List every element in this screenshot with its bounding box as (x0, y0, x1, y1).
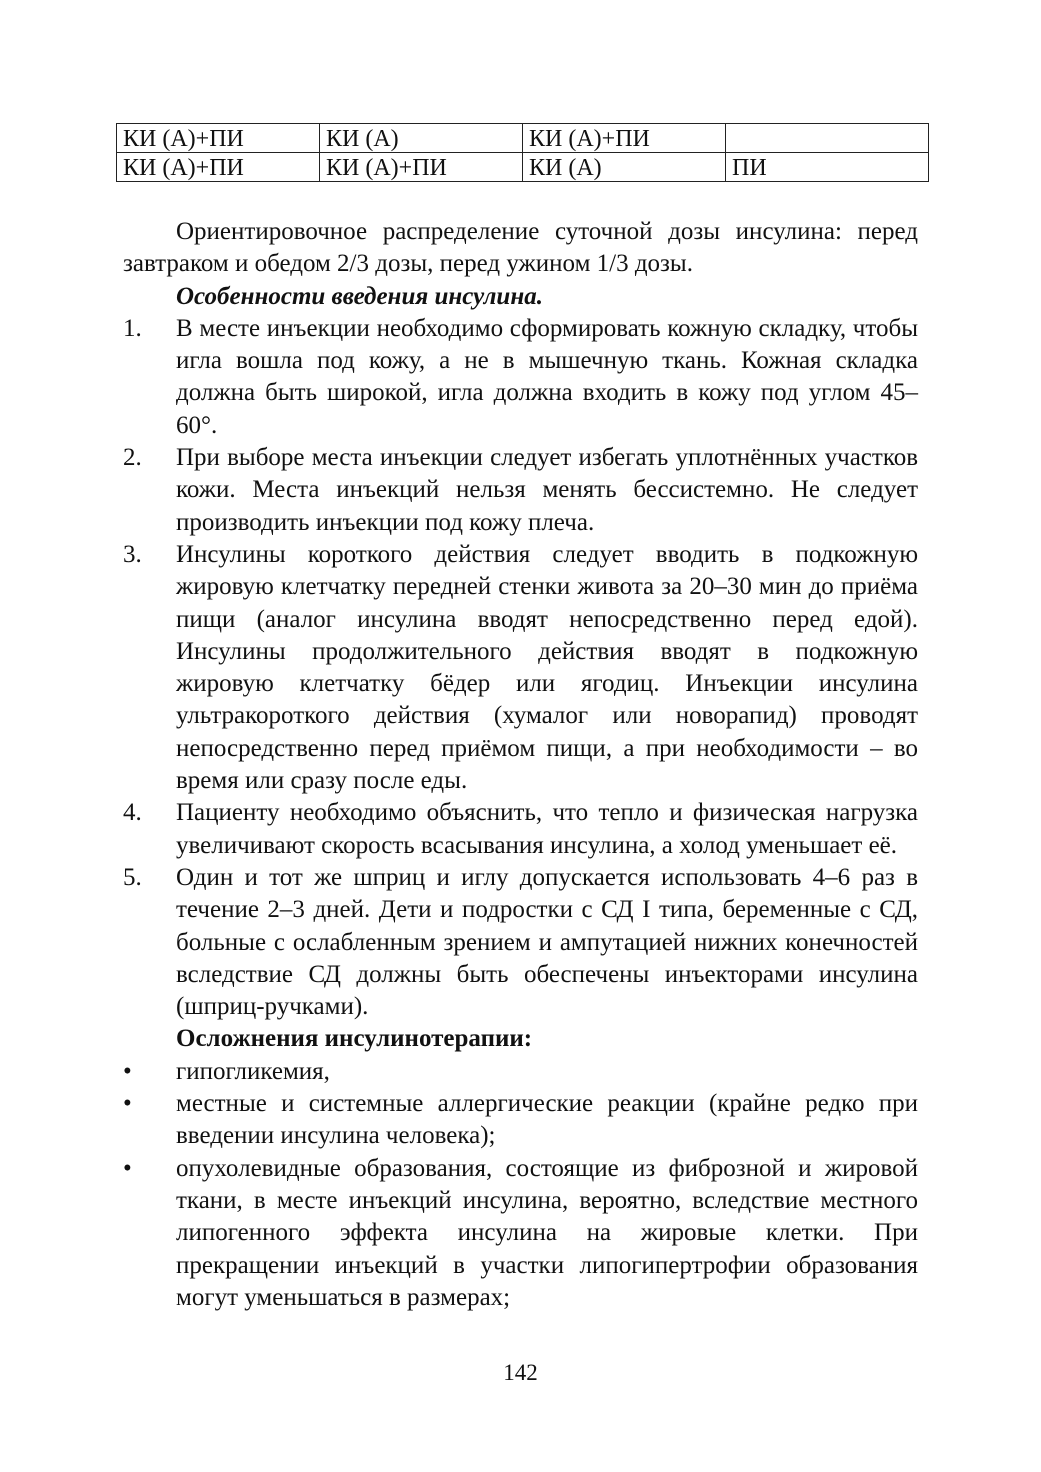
list-number: 5. (123, 863, 142, 891)
list-number: 4. (123, 799, 142, 827)
list-item-text: местные и системные аллергические реакции (крайне редко при введении инсулина человека); (176, 1090, 918, 1150)
insulin-dose-table (116, 123, 929, 182)
list-item-text: При выборе места инъекции следует избегать уплотнённых участков кожи. Места инъекций нельзя менять бессистемно. Не следует производить инъекции под кожу плеча. (176, 444, 918, 536)
intro-paragraph: Ориентировочное распределение суточной дозы инсулина: перед завтраком и обедом 2/3 дозы, перед ужином 1/3 дозы. (123, 218, 918, 278)
bullet-icon: • (123, 1057, 132, 1085)
table-cell: ПИ (726, 153, 929, 182)
injection-rules-list (123, 313, 918, 1024)
table-cell: КИ (А)+ПИ (523, 124, 726, 153)
list-item (123, 442, 918, 539)
list-number: 3. (123, 540, 142, 568)
complications-list (123, 1056, 918, 1314)
section-heading-complications: Осложнения инсулинотерапии: (176, 1025, 533, 1053)
list-item (123, 539, 918, 797)
table-cell: КИ (А)+ПИ (117, 124, 320, 153)
list-number: 2. (123, 444, 142, 472)
list-item (123, 1056, 918, 1088)
table-cell (726, 124, 929, 153)
list-item (123, 797, 918, 862)
table-cell: КИ (А) (523, 153, 726, 182)
list-item-text: В месте инъекции необходимо сформировать кожную складку, чтобы игла вошла под кожу, а не в мышечную ткань. Кожная складка должна быть широкой, игла должна входить в кожу под углом 45–60°. (176, 314, 918, 439)
table-row (117, 124, 929, 153)
list-number: 1. (123, 314, 142, 342)
table-cell: КИ (А)+ПИ (320, 153, 523, 182)
list-item (123, 862, 918, 1023)
list-item (123, 313, 918, 442)
list-item-text: опухолевидные образования, состоящие из фиброзной и жировой ткани, в месте инъекций инсулина, вероятно, вследствие местного липогенного эффекта инсулина на жировые клетки. При прекращении инъекций в участки липогипертрофии образования могут уменьшаться в размерах; (176, 1154, 918, 1311)
table-cell: КИ (А)+ПИ (117, 153, 320, 182)
page-number: 142 (503, 1360, 538, 1385)
body-text (123, 216, 918, 1314)
table-row (117, 153, 929, 182)
list-item (123, 1153, 918, 1314)
list-item-text: гипогликемия, (176, 1057, 330, 1085)
list-item-text: Один и тот же шприц и иглу допускается использовать 4–6 раз в течение 2–3 дней. Дети и подростки с СД I типа, беременные с СД, больные с ослабленным зрением и ампутацией нижних конечностей вследствие СД должны быть обеспечены инъекторами инсулина (шприц-ручками). (176, 863, 918, 1021)
list-item-text: Пациенту необходимо объяснить, что тепло и физическая нагрузка увеличивают скорость всасывания инсулина, а холод уменьшает её. (176, 799, 918, 859)
section-heading-injection: Особенности введения инсулина. (176, 282, 543, 310)
list-item (123, 1088, 918, 1153)
list-item-text: Инсулины короткого действия следует вводить в подкожную жировую клетчатку передней стенки живота за 20–30 мин до приёма пищи (аналог инсулина вводят непосредственно перед едой). Инсулины продолжительного действия вводят в подкожную жировую клетчатку бёдер или ягодиц. Инъекции инсулина ультракороткого действия (хумалог или новорапид) проводят непосредственно перед приёмом пищи, а при необходимости – во время или сразу после еды. (176, 540, 918, 795)
table-cell: КИ (А) (320, 124, 523, 153)
bullet-icon: • (123, 1154, 132, 1182)
bullet-icon: • (123, 1090, 132, 1118)
